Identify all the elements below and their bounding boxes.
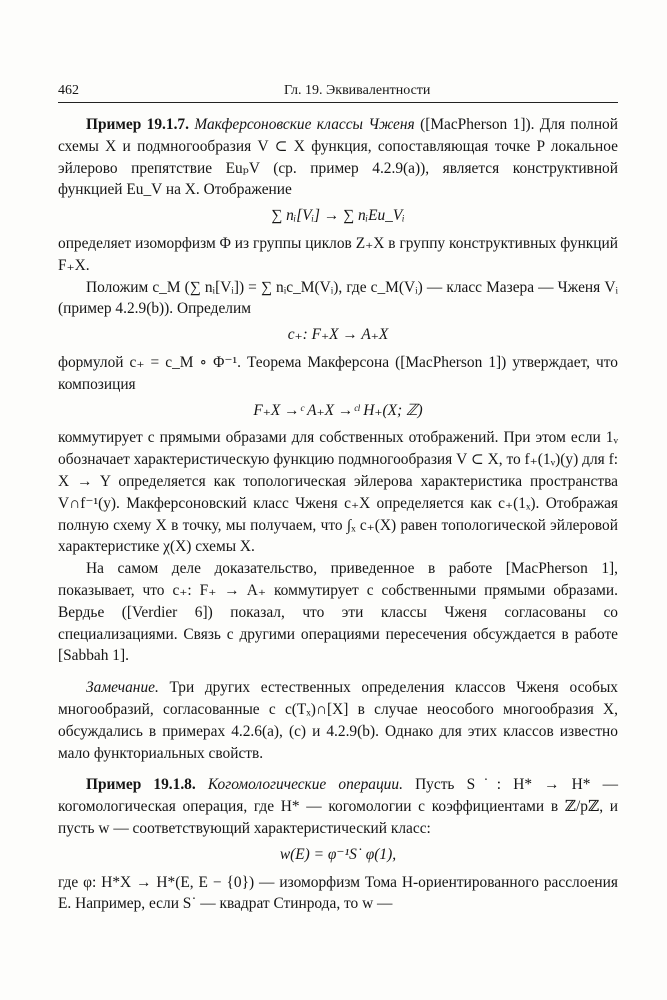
- page-header: [58, 80, 618, 103]
- page-number: 462: [58, 83, 79, 98]
- example-label: Пример 19.1.7.: [86, 116, 189, 133]
- formula-display-1: ∑ nᵢ[Vᵢ] → ∑ nᵢEu_Vᵢ: [271, 207, 405, 225]
- running-title: Гл. 19. Эквивалентности: [284, 83, 431, 98]
- paragraph-text: Пусть S˙: H* → H* — когомологическая операция, где H* — когомологии с коэффициентами в ℤ/pℤ, и пусть w — соответствующий характеристический класс:: [58, 776, 618, 837]
- paragraph: где φ: H*X → H*(E, E − {0}) — изоморфизм Тома H-ориентированного расслоения E. Например, если S˙ — квадрат Стинрода, то w —: [58, 873, 618, 913]
- paragraph: Положим c_M (∑ nᵢ[Vᵢ]) = ∑ nᵢc_M(Vᵢ), где c_M(Vᵢ) — класс Мазера — Чженя Vᵢ (пример 4.2.9(b)). Определим: [58, 278, 618, 318]
- paragraph: На самом деле доказательство, приведенное в работе [MacPherson 1], показывает, что c₊: F₊ → A₊ коммутирует с собственными прямыми образами. Вердье ([Verdier 6]) показал, что эти классы Чженя согласованы со специализациями. Связь с другими операциями пересечения обсуждается в работе [Sabbah 1].: [58, 560, 618, 665]
- example-19-1-8-intro: [58, 774, 618, 839]
- formula-display-2: c₊: F₊X → A₊X: [287, 326, 389, 344]
- paragraph-text: ([MacPherson 1]). Для полной схемы X и подмногообразия V ⊂ X функция, сопоставляющая точке P локальное эйлерово препятствие EuₚV (ср. пример 4.2.9(a)), является конструктивной функцией Eu_V на X. Отображение: [58, 116, 618, 199]
- example-title: Когомологические операции.: [207, 776, 403, 794]
- paragraph: формулой c₊ = c_M ∘ Φ⁻¹. Теорема Макферсона ([MacPherson 1]) утверждает, что композиция: [58, 353, 618, 393]
- remark-label: Замечание.: [86, 679, 159, 697]
- example-19-1-7-intro: [58, 114, 618, 201]
- remark-text: Три других естественных определения классов Чженя особых многообразий, согласованные с c(Tₓ)∩[X] в случае неособого многообразия X, обсуждались в примерах 4.2.6(a), (c) и 4.2.9(b). Однако для этих классов известно мало функториальных свойств.: [58, 679, 618, 762]
- example-title: Макферсоновские классы Чженя: [194, 116, 415, 133]
- paragraph: определяет изоморфизм Φ из группы циклов Z₊X в группу конструктивных функций F₊X.: [58, 234, 618, 274]
- example-label: Пример 19.1.8.: [86, 776, 196, 794]
- remark-paragraph: [58, 677, 618, 764]
- formula-display-3: F₊X →ᶜ A₊X →ᶜˡ H₊(X; ℤ): [253, 401, 423, 419]
- formula-display-4: w(E) = φ⁻¹S˙ φ(1),: [279, 845, 397, 863]
- paragraph: коммутирует с прямыми образами для собственных отображений. При этом если 1ᵥ обозначает характеристическую функцию подмногообразия V ⊂ X, то f₊(1ᵥ)(y) для f: X → Y определяется как топологическая эйлерова характеристика пространства V∩f⁻¹(y). Макферсоновский класс Чженя c₊X определяется как c₊(1ₓ). Отображая полную схему X в точку, мы получаем, что ∫ₓ c₊(X) равен топологической эйлеровой характеристике χ(X) схемы X.: [58, 429, 618, 556]
- page-body: [58, 114, 618, 915]
